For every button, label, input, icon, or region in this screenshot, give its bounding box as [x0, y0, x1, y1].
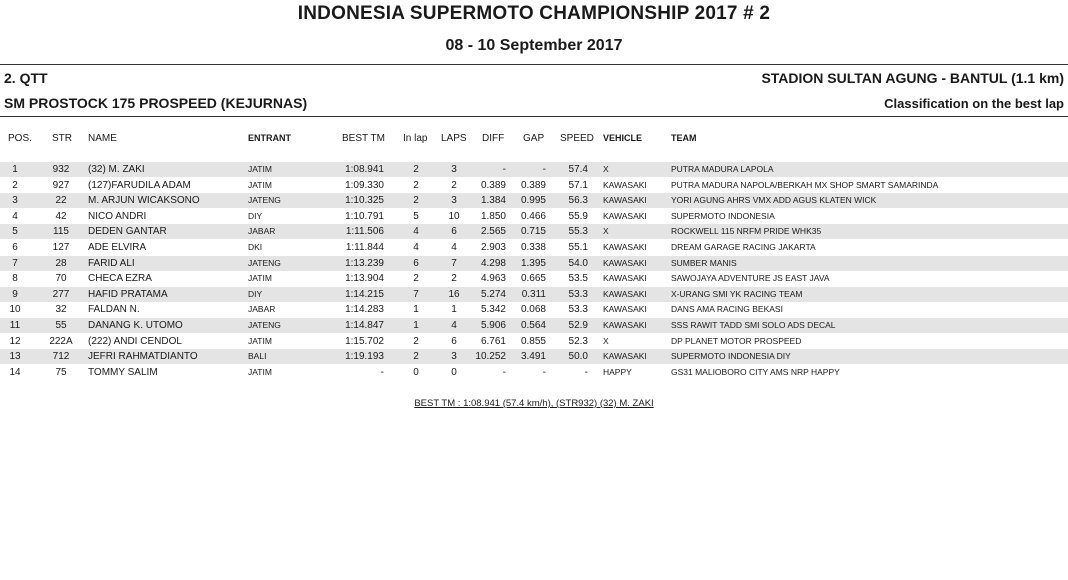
event-title: INDONESIA SUPERMOTO CHAMPIONSHIP 2017 # 2	[297, 3, 771, 24]
cell-pos: 14	[9, 366, 21, 378]
cell-vehicle: KAWASAKI	[603, 210, 647, 221]
cell-in-lap: 5	[413, 210, 419, 222]
cell-team: SUPERMOTO INDONESIA	[671, 210, 775, 221]
cell-name: NICO ANDRI	[88, 210, 147, 222]
cell-in-lap: 2	[413, 164, 419, 175]
cell-best-tm: 1:15.702	[345, 335, 384, 347]
cell-entrant: JATENG	[248, 320, 281, 330]
cell-diff: 0.389	[480, 179, 506, 191]
cell-entrant: JABAR	[248, 304, 276, 315]
cell-pos: 3	[12, 195, 18, 207]
cell-in-lap: 4	[413, 226, 419, 238]
table-row	[0, 334, 1068, 349]
cell-entrant: BALI	[248, 351, 267, 362]
cell-vehicle: KAWASAKI	[603, 179, 647, 190]
cell-in-lap: 4	[413, 242, 419, 253]
col-in-lap: In lap	[403, 133, 428, 144]
cell-vehicle: KAWASAKI	[603, 273, 647, 284]
cell-pos: 5	[12, 226, 18, 238]
table-row	[0, 287, 1068, 302]
cell-best-tm: 1:10.325	[345, 195, 384, 207]
cell-vehicle: KAWASAKI	[603, 351, 647, 362]
cell-vehicle: KAWASAKI	[603, 257, 647, 268]
cell-vehicle: X	[603, 335, 609, 346]
cell-str: 70	[55, 273, 67, 285]
cell-pos: 13	[9, 351, 21, 363]
cell-name: JEFRI RAHMATDIANTO	[88, 351, 198, 363]
cell-laps: 2	[451, 273, 457, 285]
cell-entrant: DIY	[248, 288, 263, 299]
cell-best-tm: -	[380, 366, 384, 378]
cell-laps: 6	[451, 335, 457, 347]
cell-name: ADE ELVIRA	[88, 242, 147, 253]
cell-pos: 11	[9, 320, 21, 331]
cell-diff: 2.565	[480, 226, 506, 238]
cell-in-lap: 0	[413, 366, 419, 378]
cell-gap: 0.466	[520, 210, 546, 222]
cell-speed: 53.3	[568, 304, 588, 316]
col-entrant: ENTRANT	[248, 133, 291, 143]
cell-vehicle: HAPPY	[603, 366, 632, 377]
cell-in-lap: 1	[413, 320, 419, 331]
cell-best-tm: 1:11.506	[345, 226, 384, 238]
cell-entrant: JATIM	[248, 179, 272, 190]
cell-laps: 4	[451, 242, 457, 253]
cell-in-lap: 2	[413, 195, 419, 207]
cell-diff: 5.274	[480, 288, 506, 300]
cell-diff: 2.903	[480, 242, 506, 253]
cell-laps: 1	[451, 304, 457, 316]
cell-str: 127	[52, 242, 70, 253]
cell-diff: 10.252	[475, 351, 506, 363]
cell-name: FALDAN N.	[88, 304, 140, 316]
cell-speed: 53.5	[568, 273, 588, 285]
cell-laps: 3	[451, 351, 457, 363]
cell-team: SAWOJAYA ADVENTURE JS EAST JAVA	[671, 273, 830, 284]
cell-name: FARID ALI	[88, 257, 135, 269]
cell-best-tm: 1:13.904	[345, 273, 384, 285]
cell-speed: 57.4	[568, 164, 588, 175]
cell-speed: 52.3	[568, 335, 588, 347]
col-team: TEAM	[671, 133, 697, 143]
cell-team: YORI AGUNG AHRS VMX ADD AGUS KLATEN WICK	[671, 195, 877, 206]
cell-pos: 10	[9, 304, 21, 316]
cell-diff: 1.384	[480, 195, 506, 207]
cell-best-tm: 1:10.791	[345, 210, 384, 222]
cell-best-tm: 1:09.330	[345, 179, 384, 191]
cell-in-lap: 2	[413, 335, 419, 347]
cell-laps: 10	[448, 210, 460, 222]
cell-diff: 5.342	[480, 304, 506, 316]
table-row	[0, 318, 1068, 333]
cell-in-lap: 1	[413, 304, 419, 316]
cell-diff: 4.963	[480, 273, 506, 285]
col-str: STR	[52, 133, 72, 144]
cell-speed: 55.9	[568, 210, 588, 222]
cell-entrant: JATIM	[248, 335, 272, 346]
cell-team: SUMBER MANIS	[671, 257, 737, 268]
cell-gap: 0.995	[520, 195, 546, 207]
cell-name: DANANG K. UTOMO	[88, 320, 183, 331]
cell-gap: 0.068	[520, 304, 546, 316]
cell-str: 932	[52, 164, 70, 175]
table-row	[0, 302, 1068, 317]
cell-vehicle: KAWASAKI	[603, 304, 647, 315]
cell-str: 22	[55, 195, 67, 207]
cell-gap: 0.389	[520, 179, 546, 191]
col-pos: POS.	[8, 133, 32, 144]
cell-gap: -	[542, 164, 546, 175]
column-headers	[0, 131, 1068, 146]
cell-str: 42	[55, 210, 67, 222]
cell-gap: 0.311	[521, 288, 546, 300]
cell-laps: 7	[451, 257, 457, 269]
table-row	[0, 209, 1068, 224]
cell-name: (32) M. ZAKI	[88, 164, 145, 175]
cell-speed: 55.1	[568, 242, 588, 253]
table-row	[0, 271, 1068, 286]
col-vehicle: VEHICLE	[603, 133, 643, 143]
cell-gap: 3.491	[520, 351, 546, 363]
cell-best-tm: 1:14.283	[345, 304, 384, 316]
cell-team: GS31 MALIOBORO CITY AMS NRP HAPPY	[671, 366, 840, 377]
cell-gap: -	[542, 366, 546, 378]
divider	[0, 64, 1068, 65]
col-speed: SPEED	[560, 133, 594, 144]
col-best-tm: BEST TM	[342, 133, 385, 144]
table-row	[0, 162, 1068, 177]
event-date: 08 - 10 September 2017	[445, 37, 623, 54]
cell-vehicle: KAWASAKI	[603, 195, 647, 206]
cell-entrant: DKI	[248, 242, 263, 252]
col-name: NAME	[88, 133, 117, 144]
cell-str: 712	[52, 351, 70, 363]
cell-laps: 3	[451, 195, 457, 207]
cell-laps: 6	[451, 226, 457, 238]
cell-str: 277	[52, 288, 70, 300]
best-lap-note: BEST TM : 1:08.941 (57.4 km/h), (STR932) (32) M. ZAKI	[414, 398, 654, 409]
cell-gap: 0.855	[520, 335, 546, 347]
cell-speed: 57.1	[568, 179, 588, 191]
cell-team: SUPERMOTO INDONESIA DIY	[671, 351, 791, 362]
cell-gap: 1.395	[520, 257, 546, 269]
cell-team: ROCKWELL 115 NRFM PRIDE WHK35	[671, 226, 822, 237]
cell-str: 28	[55, 257, 67, 269]
cell-best-tm: 1:13.239	[345, 257, 384, 269]
venue-label: STADION SULTAN AGUNG - BANTUL (1.1 km)	[761, 70, 1064, 86]
cell-diff: 6.761	[480, 335, 506, 347]
cell-speed: -	[584, 366, 588, 378]
cell-name: TOMMY SALIM	[88, 366, 158, 378]
cell-gap: 0.665	[520, 273, 546, 285]
cell-name: CHECA EZRA	[88, 273, 152, 285]
cell-name: HAFID PRATAMA	[88, 288, 168, 300]
cell-gap: 0.715	[520, 226, 546, 238]
cell-vehicle: KAWASAKI	[603, 242, 647, 252]
cell-team: DP PLANET MOTOR PROSPEED	[671, 335, 802, 346]
cell-entrant: JATIM	[248, 273, 272, 284]
cell-team: PUTRA MADURA NAPOLA/BERKAH MX SHOP SMART SAMARINDA	[671, 179, 939, 190]
cell-vehicle: KAWASAKI	[603, 288, 647, 299]
cell-best-tm: 1:11.844	[345, 242, 384, 253]
cell-entrant: JATENG	[248, 257, 281, 268]
cell-vehicle: X	[603, 164, 609, 174]
cell-best-tm: 1:08.941	[345, 164, 384, 175]
cell-laps: 16	[448, 288, 460, 300]
cell-pos: 4	[12, 210, 18, 222]
cell-best-tm: 1:14.215	[345, 288, 384, 300]
cell-vehicle: KAWASAKI	[603, 320, 647, 330]
cell-pos: 6	[12, 242, 18, 253]
cell-name: (222) ANDI CENDOL	[88, 335, 182, 347]
cell-in-lap: 7	[413, 288, 419, 300]
cell-team: DANS AMA RACING BEKASI	[671, 304, 783, 315]
cell-speed: 53.3	[568, 288, 588, 300]
session-label: 2. QTT	[4, 70, 48, 86]
col-gap: GAP	[523, 133, 545, 144]
class-label: SM PROSTOCK 175 PROSPEED (KEJURNAS)	[4, 95, 308, 111]
cell-laps: 4	[451, 320, 457, 331]
table-row	[0, 256, 1068, 271]
cell-entrant: JATENG	[248, 195, 281, 206]
cell-laps: 3	[451, 164, 457, 175]
cell-speed: 56.3	[568, 195, 588, 207]
cell-name: DEDEN GANTAR	[88, 226, 167, 238]
cell-gap: 0.564	[520, 320, 546, 331]
cell-str: 222A	[49, 335, 73, 347]
table-row	[0, 178, 1068, 193]
cell-entrant: DIY	[248, 210, 263, 221]
cell-vehicle: X	[603, 226, 609, 237]
cell-diff: 1.850	[480, 210, 506, 222]
cell-laps: 2	[451, 179, 457, 191]
cell-str: 75	[55, 366, 67, 378]
table-row	[0, 240, 1068, 255]
col-diff: DIFF	[482, 133, 505, 144]
cell-team: SSS RAWIT TADD SMI SOLO ADS DECAL	[671, 320, 836, 330]
cell-diff: 5.906	[480, 320, 506, 331]
cell-in-lap: 2	[413, 179, 419, 191]
table-row	[0, 224, 1068, 239]
cell-pos: 2	[12, 179, 18, 191]
col-laps: LAPS	[441, 133, 467, 144]
cell-name: (127)FARUDILA ADAM	[88, 179, 191, 191]
cell-entrant: JATIM	[248, 164, 272, 174]
cell-str: 115	[53, 226, 69, 238]
cell-best-tm: 1:14.847	[345, 320, 384, 331]
cell-laps: 0	[451, 366, 457, 378]
cell-team: PUTRA MADURA LAPOLA	[671, 164, 774, 174]
cell-speed: 52.9	[568, 320, 588, 331]
cell-pos: 12	[9, 335, 21, 347]
cell-pos: 9	[12, 288, 18, 300]
cell-entrant: JATIM	[248, 366, 272, 377]
cell-team: DREAM GARAGE RACING JAKARTA	[671, 242, 816, 252]
cell-team: X-URANG SMI YK RACING TEAM	[671, 288, 803, 299]
cell-pos: 1	[12, 164, 18, 175]
cell-name: M. ARJUN WICAKSONO	[88, 195, 200, 207]
cell-pos: 7	[12, 257, 18, 269]
cell-in-lap: 6	[413, 257, 419, 269]
cell-str: 55	[55, 320, 67, 331]
cell-diff: -	[502, 164, 506, 175]
cell-diff: -	[502, 366, 506, 378]
cell-str: 927	[52, 179, 70, 191]
cell-speed: 55.3	[568, 226, 588, 238]
cell-str: 32	[55, 304, 67, 316]
cell-speed: 54.0	[568, 257, 588, 269]
cell-pos: 8	[12, 273, 18, 285]
divider	[0, 116, 1068, 117]
table-row	[0, 193, 1068, 208]
cell-diff: 4.298	[480, 257, 506, 269]
cell-in-lap: 2	[413, 273, 419, 285]
table-row	[0, 349, 1068, 364]
table-row	[0, 365, 1068, 380]
cell-in-lap: 2	[413, 351, 419, 363]
cell-best-tm: 1:19.193	[345, 351, 384, 363]
classification-note: Classification on the best lap	[884, 96, 1064, 111]
cell-gap: 0.338	[520, 242, 546, 253]
cell-entrant: JABAR	[248, 226, 276, 237]
cell-speed: 50.0	[568, 351, 588, 363]
